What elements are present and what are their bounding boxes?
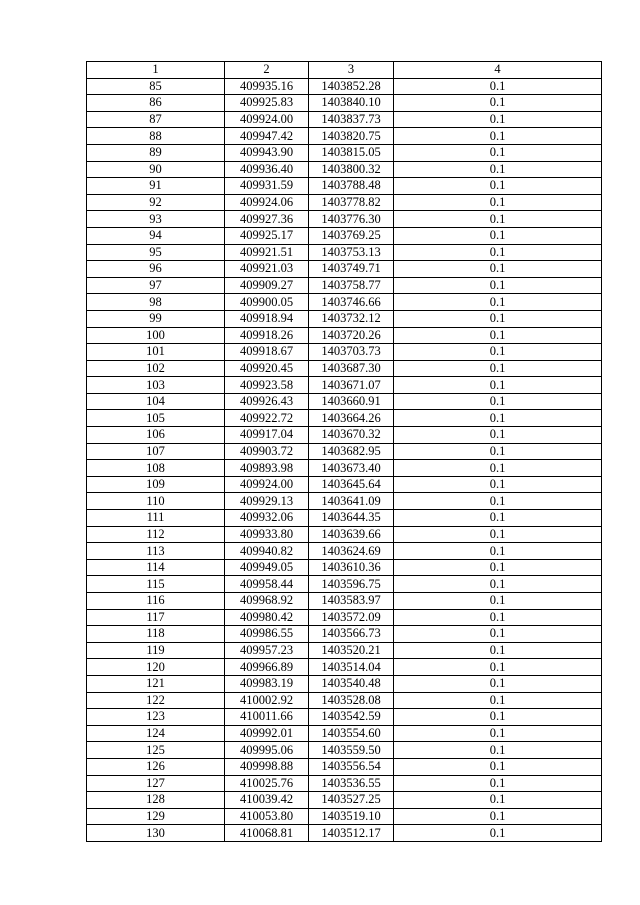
x-coordinate-cell: 409966.89 xyxy=(225,659,309,676)
y-coordinate-cell: 1403527.25 xyxy=(309,792,394,809)
value-cell: 0.1 xyxy=(394,510,602,527)
value-cell: 0.1 xyxy=(394,294,602,311)
value-cell: 0.1 xyxy=(394,526,602,543)
point-number-cell: 103 xyxy=(87,377,225,394)
value-cell: 0.1 xyxy=(394,427,602,444)
table-row xyxy=(87,642,602,659)
x-coordinate-cell: 409943.90 xyxy=(225,144,309,161)
value-cell: 0.1 xyxy=(394,675,602,692)
y-coordinate-cell: 1403514.04 xyxy=(309,659,394,676)
y-coordinate-cell: 1403788.48 xyxy=(309,178,394,195)
point-number-cell: 112 xyxy=(87,526,225,543)
table-row xyxy=(87,144,602,161)
point-number-cell: 116 xyxy=(87,593,225,610)
y-coordinate-cell: 1403852.28 xyxy=(309,78,394,95)
y-coordinate-cell: 1403596.75 xyxy=(309,576,394,593)
x-coordinate-cell: 409947.42 xyxy=(225,128,309,145)
point-number-cell: 94 xyxy=(87,227,225,244)
value-cell: 0.1 xyxy=(394,642,602,659)
header-row xyxy=(87,62,602,79)
y-coordinate-cell: 1403732.12 xyxy=(309,310,394,327)
x-coordinate-cell: 409918.67 xyxy=(225,344,309,361)
point-number-cell: 108 xyxy=(87,460,225,477)
point-number-cell: 115 xyxy=(87,576,225,593)
table-row xyxy=(87,78,602,95)
value-cell: 0.1 xyxy=(394,360,602,377)
y-coordinate-cell: 1403682.95 xyxy=(309,443,394,460)
x-coordinate-cell: 409936.40 xyxy=(225,161,309,178)
y-coordinate-cell: 1403687.30 xyxy=(309,360,394,377)
point-number-cell: 85 xyxy=(87,78,225,95)
table-row xyxy=(87,510,602,527)
x-coordinate-cell: 409917.04 xyxy=(225,427,309,444)
table-row xyxy=(87,261,602,278)
y-coordinate-cell: 1403536.55 xyxy=(309,775,394,792)
y-coordinate-cell: 1403820.75 xyxy=(309,128,394,145)
x-coordinate-cell: 409924.00 xyxy=(225,111,309,128)
table-row xyxy=(87,128,602,145)
point-number-cell: 106 xyxy=(87,427,225,444)
table-row xyxy=(87,460,602,477)
point-number-cell: 86 xyxy=(87,95,225,112)
y-coordinate-cell: 1403664.26 xyxy=(309,410,394,427)
y-coordinate-cell: 1403519.10 xyxy=(309,808,394,825)
x-coordinate-cell: 409923.58 xyxy=(225,377,309,394)
value-cell: 0.1 xyxy=(394,144,602,161)
x-coordinate-cell: 409935.16 xyxy=(225,78,309,95)
table-body xyxy=(87,78,602,841)
value-cell: 0.1 xyxy=(394,377,602,394)
value-cell: 0.1 xyxy=(394,460,602,477)
x-coordinate-cell: 409986.55 xyxy=(225,626,309,643)
x-coordinate-cell: 409918.94 xyxy=(225,310,309,327)
value-cell: 0.1 xyxy=(394,659,602,676)
value-cell: 0.1 xyxy=(394,593,602,610)
x-coordinate-cell: 409924.06 xyxy=(225,194,309,211)
x-coordinate-cell: 410068.81 xyxy=(225,825,309,842)
x-coordinate-cell: 409924.00 xyxy=(225,476,309,493)
x-coordinate-cell: 409992.01 xyxy=(225,725,309,742)
value-cell: 0.1 xyxy=(394,626,602,643)
x-coordinate-cell: 409921.03 xyxy=(225,261,309,278)
table-row xyxy=(87,808,602,825)
x-coordinate-cell: 409929.13 xyxy=(225,493,309,510)
point-number-cell: 92 xyxy=(87,194,225,211)
y-coordinate-cell: 1403566.73 xyxy=(309,626,394,643)
x-coordinate-cell: 409927.36 xyxy=(225,211,309,228)
y-coordinate-cell: 1403542.59 xyxy=(309,709,394,726)
y-coordinate-cell: 1403624.69 xyxy=(309,543,394,560)
value-cell: 0.1 xyxy=(394,609,602,626)
value-cell: 0.1 xyxy=(394,410,602,427)
point-number-cell: 93 xyxy=(87,211,225,228)
y-coordinate-cell: 1403512.17 xyxy=(309,825,394,842)
value-cell: 0.1 xyxy=(394,277,602,294)
point-number-cell: 121 xyxy=(87,675,225,692)
value-cell: 0.1 xyxy=(394,543,602,560)
value-cell: 0.1 xyxy=(394,775,602,792)
x-coordinate-cell: 409909.27 xyxy=(225,277,309,294)
x-coordinate-cell: 409968.92 xyxy=(225,593,309,610)
y-coordinate-cell: 1403778.82 xyxy=(309,194,394,211)
point-number-cell: 109 xyxy=(87,476,225,493)
table-row xyxy=(87,310,602,327)
point-number-cell: 99 xyxy=(87,310,225,327)
x-coordinate-cell: 409893.98 xyxy=(225,460,309,477)
y-coordinate-cell: 1403639.66 xyxy=(309,526,394,543)
value-cell: 0.1 xyxy=(394,576,602,593)
value-cell: 0.1 xyxy=(394,742,602,759)
value-cell: 0.1 xyxy=(394,128,602,145)
point-number-cell: 104 xyxy=(87,393,225,410)
y-coordinate-cell: 1403670.32 xyxy=(309,427,394,444)
point-number-cell: 119 xyxy=(87,642,225,659)
x-coordinate-cell: 409918.26 xyxy=(225,327,309,344)
x-coordinate-cell: 409926.43 xyxy=(225,393,309,410)
table-row xyxy=(87,559,602,576)
y-coordinate-cell: 1403554.60 xyxy=(309,725,394,742)
point-number-cell: 98 xyxy=(87,294,225,311)
point-number-cell: 113 xyxy=(87,543,225,560)
point-number-cell: 129 xyxy=(87,808,225,825)
point-number-cell: 127 xyxy=(87,775,225,792)
x-coordinate-cell: 409983.19 xyxy=(225,675,309,692)
x-coordinate-cell: 409925.17 xyxy=(225,227,309,244)
table-row xyxy=(87,377,602,394)
x-coordinate-cell: 409995.06 xyxy=(225,742,309,759)
value-cell: 0.1 xyxy=(394,443,602,460)
table-row xyxy=(87,709,602,726)
x-coordinate-cell: 409998.88 xyxy=(225,758,309,775)
y-coordinate-cell: 1403583.97 xyxy=(309,593,394,610)
x-coordinate-cell: 409920.45 xyxy=(225,360,309,377)
point-number-cell: 90 xyxy=(87,161,225,178)
x-coordinate-cell: 409980.42 xyxy=(225,609,309,626)
point-number-cell: 102 xyxy=(87,360,225,377)
y-coordinate-cell: 1403520.21 xyxy=(309,642,394,659)
table-row xyxy=(87,178,602,195)
point-number-cell: 111 xyxy=(87,510,225,527)
y-coordinate-cell: 1403660.91 xyxy=(309,393,394,410)
value-cell: 0.1 xyxy=(394,194,602,211)
x-coordinate-cell: 410002.92 xyxy=(225,692,309,709)
x-coordinate-cell: 409931.59 xyxy=(225,178,309,195)
table-row xyxy=(87,393,602,410)
x-coordinate-cell: 409933.80 xyxy=(225,526,309,543)
point-number-cell: 101 xyxy=(87,344,225,361)
y-coordinate-cell: 1403540.48 xyxy=(309,675,394,692)
x-coordinate-cell: 409925.83 xyxy=(225,95,309,112)
value-cell: 0.1 xyxy=(394,261,602,278)
y-coordinate-cell: 1403559.50 xyxy=(309,742,394,759)
value-cell: 0.1 xyxy=(394,211,602,228)
x-coordinate-cell: 410025.76 xyxy=(225,775,309,792)
table-row xyxy=(87,327,602,344)
table-row xyxy=(87,775,602,792)
x-coordinate-cell: 409949.05 xyxy=(225,559,309,576)
y-coordinate-cell: 1403746.66 xyxy=(309,294,394,311)
y-coordinate-cell: 1403840.10 xyxy=(309,95,394,112)
point-number-cell: 130 xyxy=(87,825,225,842)
point-number-cell: 95 xyxy=(87,244,225,261)
table-row xyxy=(87,360,602,377)
point-number-cell: 89 xyxy=(87,144,225,161)
value-cell: 0.1 xyxy=(394,95,602,112)
table-row xyxy=(87,427,602,444)
table-row xyxy=(87,792,602,809)
x-coordinate-cell: 410039.42 xyxy=(225,792,309,809)
value-cell: 0.1 xyxy=(394,227,602,244)
table-row xyxy=(87,626,602,643)
point-number-cell: 126 xyxy=(87,758,225,775)
column-header-2: 2 xyxy=(225,62,309,79)
table-row xyxy=(87,211,602,228)
value-cell: 0.1 xyxy=(394,493,602,510)
x-coordinate-cell: 409922.72 xyxy=(225,410,309,427)
y-coordinate-cell: 1403758.77 xyxy=(309,277,394,294)
x-coordinate-cell: 410011.66 xyxy=(225,709,309,726)
value-cell: 0.1 xyxy=(394,825,602,842)
column-header-1: 1 xyxy=(87,62,225,79)
table-row xyxy=(87,659,602,676)
table-row xyxy=(87,725,602,742)
x-coordinate-cell: 410053.80 xyxy=(225,808,309,825)
table-row xyxy=(87,493,602,510)
table-row xyxy=(87,758,602,775)
y-coordinate-cell: 1403556.54 xyxy=(309,758,394,775)
value-cell: 0.1 xyxy=(394,476,602,493)
y-coordinate-cell: 1403815.05 xyxy=(309,144,394,161)
y-coordinate-cell: 1403610.36 xyxy=(309,559,394,576)
value-cell: 0.1 xyxy=(394,310,602,327)
point-number-cell: 88 xyxy=(87,128,225,145)
point-number-cell: 124 xyxy=(87,725,225,742)
value-cell: 0.1 xyxy=(394,808,602,825)
x-coordinate-cell: 409900.05 xyxy=(225,294,309,311)
y-coordinate-cell: 1403645.64 xyxy=(309,476,394,493)
y-coordinate-cell: 1403673.40 xyxy=(309,460,394,477)
table-row xyxy=(87,443,602,460)
y-coordinate-cell: 1403749.71 xyxy=(309,261,394,278)
table-row xyxy=(87,675,602,692)
point-number-cell: 125 xyxy=(87,742,225,759)
point-number-cell: 105 xyxy=(87,410,225,427)
point-number-cell: 96 xyxy=(87,261,225,278)
value-cell: 0.1 xyxy=(394,559,602,576)
point-number-cell: 117 xyxy=(87,609,225,626)
y-coordinate-cell: 1403671.07 xyxy=(309,377,394,394)
column-header-4: 4 xyxy=(394,62,602,79)
table-row xyxy=(87,593,602,610)
x-coordinate-cell: 409958.44 xyxy=(225,576,309,593)
y-coordinate-cell: 1403837.73 xyxy=(309,111,394,128)
y-coordinate-cell: 1403644.35 xyxy=(309,510,394,527)
y-coordinate-cell: 1403753.13 xyxy=(309,244,394,261)
point-number-cell: 128 xyxy=(87,792,225,809)
table-row xyxy=(87,111,602,128)
x-coordinate-cell: 409940.82 xyxy=(225,543,309,560)
table-row xyxy=(87,227,602,244)
value-cell: 0.1 xyxy=(394,692,602,709)
value-cell: 0.1 xyxy=(394,725,602,742)
table-row xyxy=(87,277,602,294)
coordinates-table xyxy=(86,61,602,842)
table-row xyxy=(87,526,602,543)
y-coordinate-cell: 1403703.73 xyxy=(309,344,394,361)
table-row xyxy=(87,244,602,261)
table-row xyxy=(87,742,602,759)
value-cell: 0.1 xyxy=(394,709,602,726)
point-number-cell: 100 xyxy=(87,327,225,344)
table-header xyxy=(87,62,602,79)
point-number-cell: 120 xyxy=(87,659,225,676)
y-coordinate-cell: 1403776.30 xyxy=(309,211,394,228)
y-coordinate-cell: 1403769.25 xyxy=(309,227,394,244)
point-number-cell: 107 xyxy=(87,443,225,460)
table-row xyxy=(87,95,602,112)
x-coordinate-cell: 409957.23 xyxy=(225,642,309,659)
value-cell: 0.1 xyxy=(394,111,602,128)
table-row xyxy=(87,344,602,361)
table-row xyxy=(87,609,602,626)
point-number-cell: 123 xyxy=(87,709,225,726)
table-row xyxy=(87,294,602,311)
x-coordinate-cell: 409932.06 xyxy=(225,510,309,527)
table-row xyxy=(87,194,602,211)
column-header-3: 3 xyxy=(309,62,394,79)
table-row xyxy=(87,543,602,560)
table-row xyxy=(87,476,602,493)
y-coordinate-cell: 1403528.08 xyxy=(309,692,394,709)
value-cell: 0.1 xyxy=(394,758,602,775)
table-row xyxy=(87,825,602,842)
x-coordinate-cell: 409903.72 xyxy=(225,443,309,460)
point-number-cell: 118 xyxy=(87,626,225,643)
table-row xyxy=(87,410,602,427)
value-cell: 0.1 xyxy=(394,161,602,178)
point-number-cell: 91 xyxy=(87,178,225,195)
value-cell: 0.1 xyxy=(394,792,602,809)
table-row xyxy=(87,692,602,709)
value-cell: 0.1 xyxy=(394,327,602,344)
point-number-cell: 97 xyxy=(87,277,225,294)
point-number-cell: 122 xyxy=(87,692,225,709)
x-coordinate-cell: 409921.51 xyxy=(225,244,309,261)
table-row xyxy=(87,576,602,593)
point-number-cell: 114 xyxy=(87,559,225,576)
point-number-cell: 87 xyxy=(87,111,225,128)
y-coordinate-cell: 1403572.09 xyxy=(309,609,394,626)
y-coordinate-cell: 1403641.09 xyxy=(309,493,394,510)
point-number-cell: 110 xyxy=(87,493,225,510)
y-coordinate-cell: 1403800.32 xyxy=(309,161,394,178)
value-cell: 0.1 xyxy=(394,78,602,95)
value-cell: 0.1 xyxy=(394,244,602,261)
value-cell: 0.1 xyxy=(394,344,602,361)
table-row xyxy=(87,161,602,178)
y-coordinate-cell: 1403720.26 xyxy=(309,327,394,344)
value-cell: 0.1 xyxy=(394,178,602,195)
value-cell: 0.1 xyxy=(394,393,602,410)
